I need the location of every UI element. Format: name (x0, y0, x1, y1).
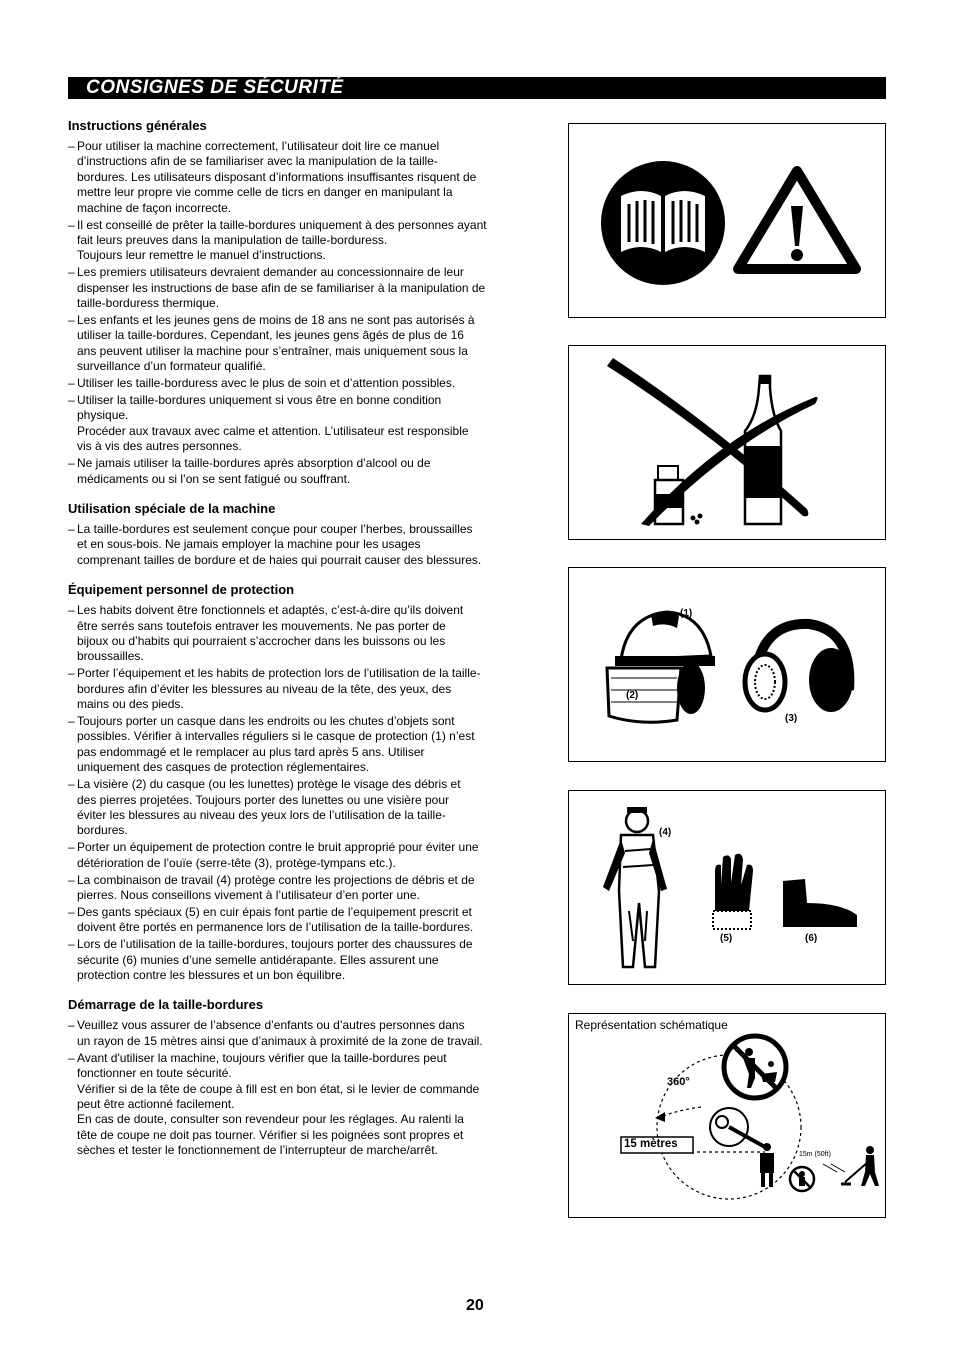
list-item-line: Porter un équipement de protection contre le bruit approprié pour éviter une (77, 840, 479, 855)
figure-safety-radius (568, 1013, 886, 1218)
list-item-line: La visière (2) du casque (ou les lunettes) protège le visage des débris et (77, 777, 461, 792)
list-item-line: possibles. Vérifier à intervalles réguliers si le casque de protection (1) n’est (77, 729, 475, 744)
list-item-line: sécurite (6) munies d’une semelle antidérapante. Elles assurent une (77, 952, 439, 967)
angle-label: 360° (667, 1076, 690, 1088)
list-item-line: tête de coupe ne doit pas tourner. Vérifier si les poignées sont propres et (77, 1127, 464, 1142)
trimmer-head-icon (710, 1108, 765, 1147)
no-child-icon (790, 1167, 814, 1191)
section-heading: Équipement personnel de protection (68, 582, 295, 598)
figure-head-protection (568, 567, 886, 762)
list-item-line: machine de façon incorrecte. (77, 200, 232, 215)
list-item-line: La taille-bordures est seulement conçue pour couper l’herbes, broussailles (77, 521, 473, 536)
figure-manual-warning (568, 123, 886, 318)
page-number: 20 (466, 1297, 484, 1314)
list-item-line: sèches et tester le fonctionnement de l’interrupteur de marche/arrêt. (77, 1143, 438, 1158)
list-item-line: être serrés sans toutefois entraver les mouvements. Ne pas porter de (77, 618, 446, 633)
list-item-line: Pour utiliser la machine correctement, l’utilisateur doit lire ce manuel (77, 139, 440, 153)
list-item-line: dispenser les instructions de base afin de se familiariser à la manipulation de (77, 280, 486, 295)
list-item (68, 1018, 530, 1049)
list-item-line: Les premiers utilisateurs devraient demander au concessionnaire de leur (77, 265, 464, 280)
list-item (68, 937, 530, 983)
diagram-caption: Représentation schématique (575, 1018, 728, 1032)
list-item (68, 905, 530, 936)
earmuffs-icon (745, 624, 853, 712)
warning-triangle-icon (738, 171, 856, 269)
section (68, 582, 530, 983)
list-item-line: comprenant tailles de bordure et de haies qui pourrait causer des blessures. (77, 552, 482, 567)
label-boots: (6) (805, 933, 818, 944)
list-item (68, 1051, 530, 1159)
list-item-line: mettre leur propre vie comme celle de ticrs en danger en manipulant la (77, 185, 453, 200)
list-item (68, 393, 530, 455)
list-item-line: Avant d'utiliser la machine, toujours vérifier que la taille-bordures peut (77, 1050, 447, 1065)
list-item-line: pas endommagé et le remplacer au plus tard après 5 ans. Utiliser (77, 744, 425, 759)
list-item (68, 218, 530, 264)
section-heading: Démarrage de la taille-bordures (68, 997, 264, 1013)
list-item-line: protection contre les blessures et un bon équilibre. (77, 968, 346, 982)
list-item-line: bijoux ou d’habits qui pourraient s’accrocher dans les buissons ou les (77, 633, 446, 648)
figure-protective-gear (568, 790, 886, 985)
list-item-line: peut être actionné facilement. (77, 1096, 235, 1111)
list-item (68, 522, 530, 568)
section (68, 118, 530, 487)
list-item-line: Veuillez vous assurer de l’absence d’enfants ou d’autres personnes dans (77, 1018, 465, 1033)
worker-suit-icon (603, 807, 667, 967)
bottle-icon (745, 376, 781, 524)
label-earmuffs: (3) (785, 713, 798, 724)
bullet-list (68, 522, 530, 568)
list-item-line: fonctionner en toute sécurité. (77, 1066, 232, 1081)
list-item-line: un rayon de 15 mètres ainsi que d’animaux à proximité de la zone de travail. (77, 1033, 483, 1048)
label-visor: (2) (626, 690, 639, 701)
list-item-line: La combinaison de travail (4) protège contre les projections de débris et de (77, 872, 475, 887)
list-item-line: détérioration de l’ouïe (serre-tête (3), protège-tympans etc.). (77, 855, 396, 870)
text-column (68, 118, 530, 1173)
list-item (68, 139, 530, 216)
list-item-line: Des gants spéciaux (5) en cuir épais font partie de l’equipement prescrit et (77, 904, 472, 919)
list-item (68, 376, 530, 391)
list-item-line: taille-borduress thermique. (77, 296, 220, 311)
list-item-line: Lors de l’utilisation de la taille-bordures, toujours porter des chaussures de (77, 937, 473, 952)
list-item-line: d’instructions afin de se familiariser avec la manipulation de la taille- (77, 154, 438, 169)
list-item-line: pierres. Nous conseillons vivement à l’utilisateur d’en porter une. (77, 887, 420, 902)
list-item-line: En cas de doute, consulter son revendeur pour les réglages. Au ralenti la (77, 1112, 464, 1127)
distance-label: 15m (50ft) (799, 1151, 831, 1158)
list-item-line: des pierres projetées. Toujours porter des lunettes ou une visière pour (77, 792, 449, 807)
label-gloves: (5) (720, 933, 733, 944)
list-item-line: ans peuvent utiliser la machine pour s’entraîner, mais uniquement sous la (77, 343, 468, 358)
list-item-line: Il est conseillé de prêter la taille-bordures uniquement à des personnes ayant (77, 217, 487, 232)
list-item (68, 666, 530, 712)
list-item-line: physique. (77, 408, 129, 423)
list-item (68, 265, 530, 311)
list-item (68, 603, 530, 665)
radius-label: 15 mètres (624, 1138, 678, 1150)
section-heading: Instructions générales (68, 118, 207, 133)
figure-no-alcohol (568, 345, 886, 540)
list-item (68, 873, 530, 904)
list-item-line: Ne jamais utiliser la taille-bordures après absorption d’alcool ou de (77, 456, 431, 471)
list-item (68, 456, 530, 487)
list-item-line: Les enfants et les jeunes gens de moins de 18 ans ne sont pas autorisés à (77, 312, 475, 327)
list-item-line: Les habits doivent être fonctionnels et adaptés, c’est-à-dire qu’ils doivent (77, 603, 464, 618)
list-item-line: Utiliser les taille-borduress avec le plus de soin et d’attention possibles. (77, 376, 456, 391)
cross-out-icon (607, 358, 818, 526)
label-suit: (4) (659, 827, 672, 838)
label-helmet: (1) (680, 608, 693, 619)
glove-icon (713, 854, 753, 929)
list-item-line: utiliser la taille-bordures. Cependant, les jeunes gens âgés de plus de 16 (77, 328, 464, 343)
list-item-line: bordures. Les utilisateurs disposant d’informations insuffisantes risquent de (77, 169, 477, 184)
list-item-line: mains ou des pieds. (77, 697, 184, 712)
list-item (68, 777, 530, 839)
list-item-line: Vérifier si de la tête de coupe à fill est en bon état, si le levier de commande (77, 1081, 480, 1096)
arrow-left-icon (655, 1112, 665, 1122)
list-item (68, 840, 530, 871)
list-item-line: Utiliser la taille-bordures uniquement si vous être en bonne condition (77, 393, 442, 407)
list-item-line: broussailles. (77, 649, 144, 664)
helmet-icon (607, 611, 715, 722)
list-item-line: vis à vis des autres personnes. (77, 439, 242, 454)
list-item-line: éviter les blessures au niveau des yeux lors de l’utilisation de la taille- (77, 807, 446, 822)
bullet-list (68, 139, 530, 487)
list-item-line: uniquement des casques de protection réglementaires. (77, 760, 370, 775)
list-item (68, 714, 530, 776)
prohibited-persons-icon (724, 1036, 786, 1098)
list-item-line: fait leurs preuves dans la manipulation de taille-borduress. (77, 232, 388, 247)
list-item-line: et en sous-bois. Ne jamais employer la machine pour les usages (77, 537, 421, 552)
list-item (68, 313, 530, 375)
section (68, 997, 530, 1158)
bullet-list (68, 1018, 530, 1158)
list-item-line: médicaments ou si l’on se sent fatigué ou souffrant. (77, 471, 351, 486)
section-heading: Utilisation spéciale de la machine (68, 500, 276, 516)
section-title-bar (68, 77, 886, 99)
list-item-line: Procéder aux travaux avec calme et attention. L’utilisateur est responsible (77, 423, 469, 438)
distant-person-icon (841, 1146, 879, 1186)
safety-boot-icon (783, 879, 857, 925)
section (68, 501, 530, 568)
list-item-line: bordures afin d’éviter les blessures au niveau de la tête, des yeux, des (77, 681, 452, 696)
list-item-line: surveillance d’un formateur qualifié. (77, 359, 266, 374)
book-icon (601, 161, 725, 285)
list-item-line: doivent être portés en permanence lors de l’utilisation de la taille-bordures. (77, 920, 474, 935)
list-item-line: bordures. (77, 823, 128, 838)
operator-figure-icon (760, 1143, 774, 1187)
list-item-line: Porter l’équipement et les habits de protection lors de l’utilisation de la taille- (77, 666, 481, 681)
list-item-line: Toujours leur remettre le manuel d’instructions. (77, 248, 326, 263)
page-title: CONSIGNES DE SÉCURITÉ (86, 77, 344, 98)
list-item-line: Toujours porter un casque dans les endroits ou les chutes d’objets sont (77, 714, 455, 728)
bullet-list (68, 603, 530, 983)
